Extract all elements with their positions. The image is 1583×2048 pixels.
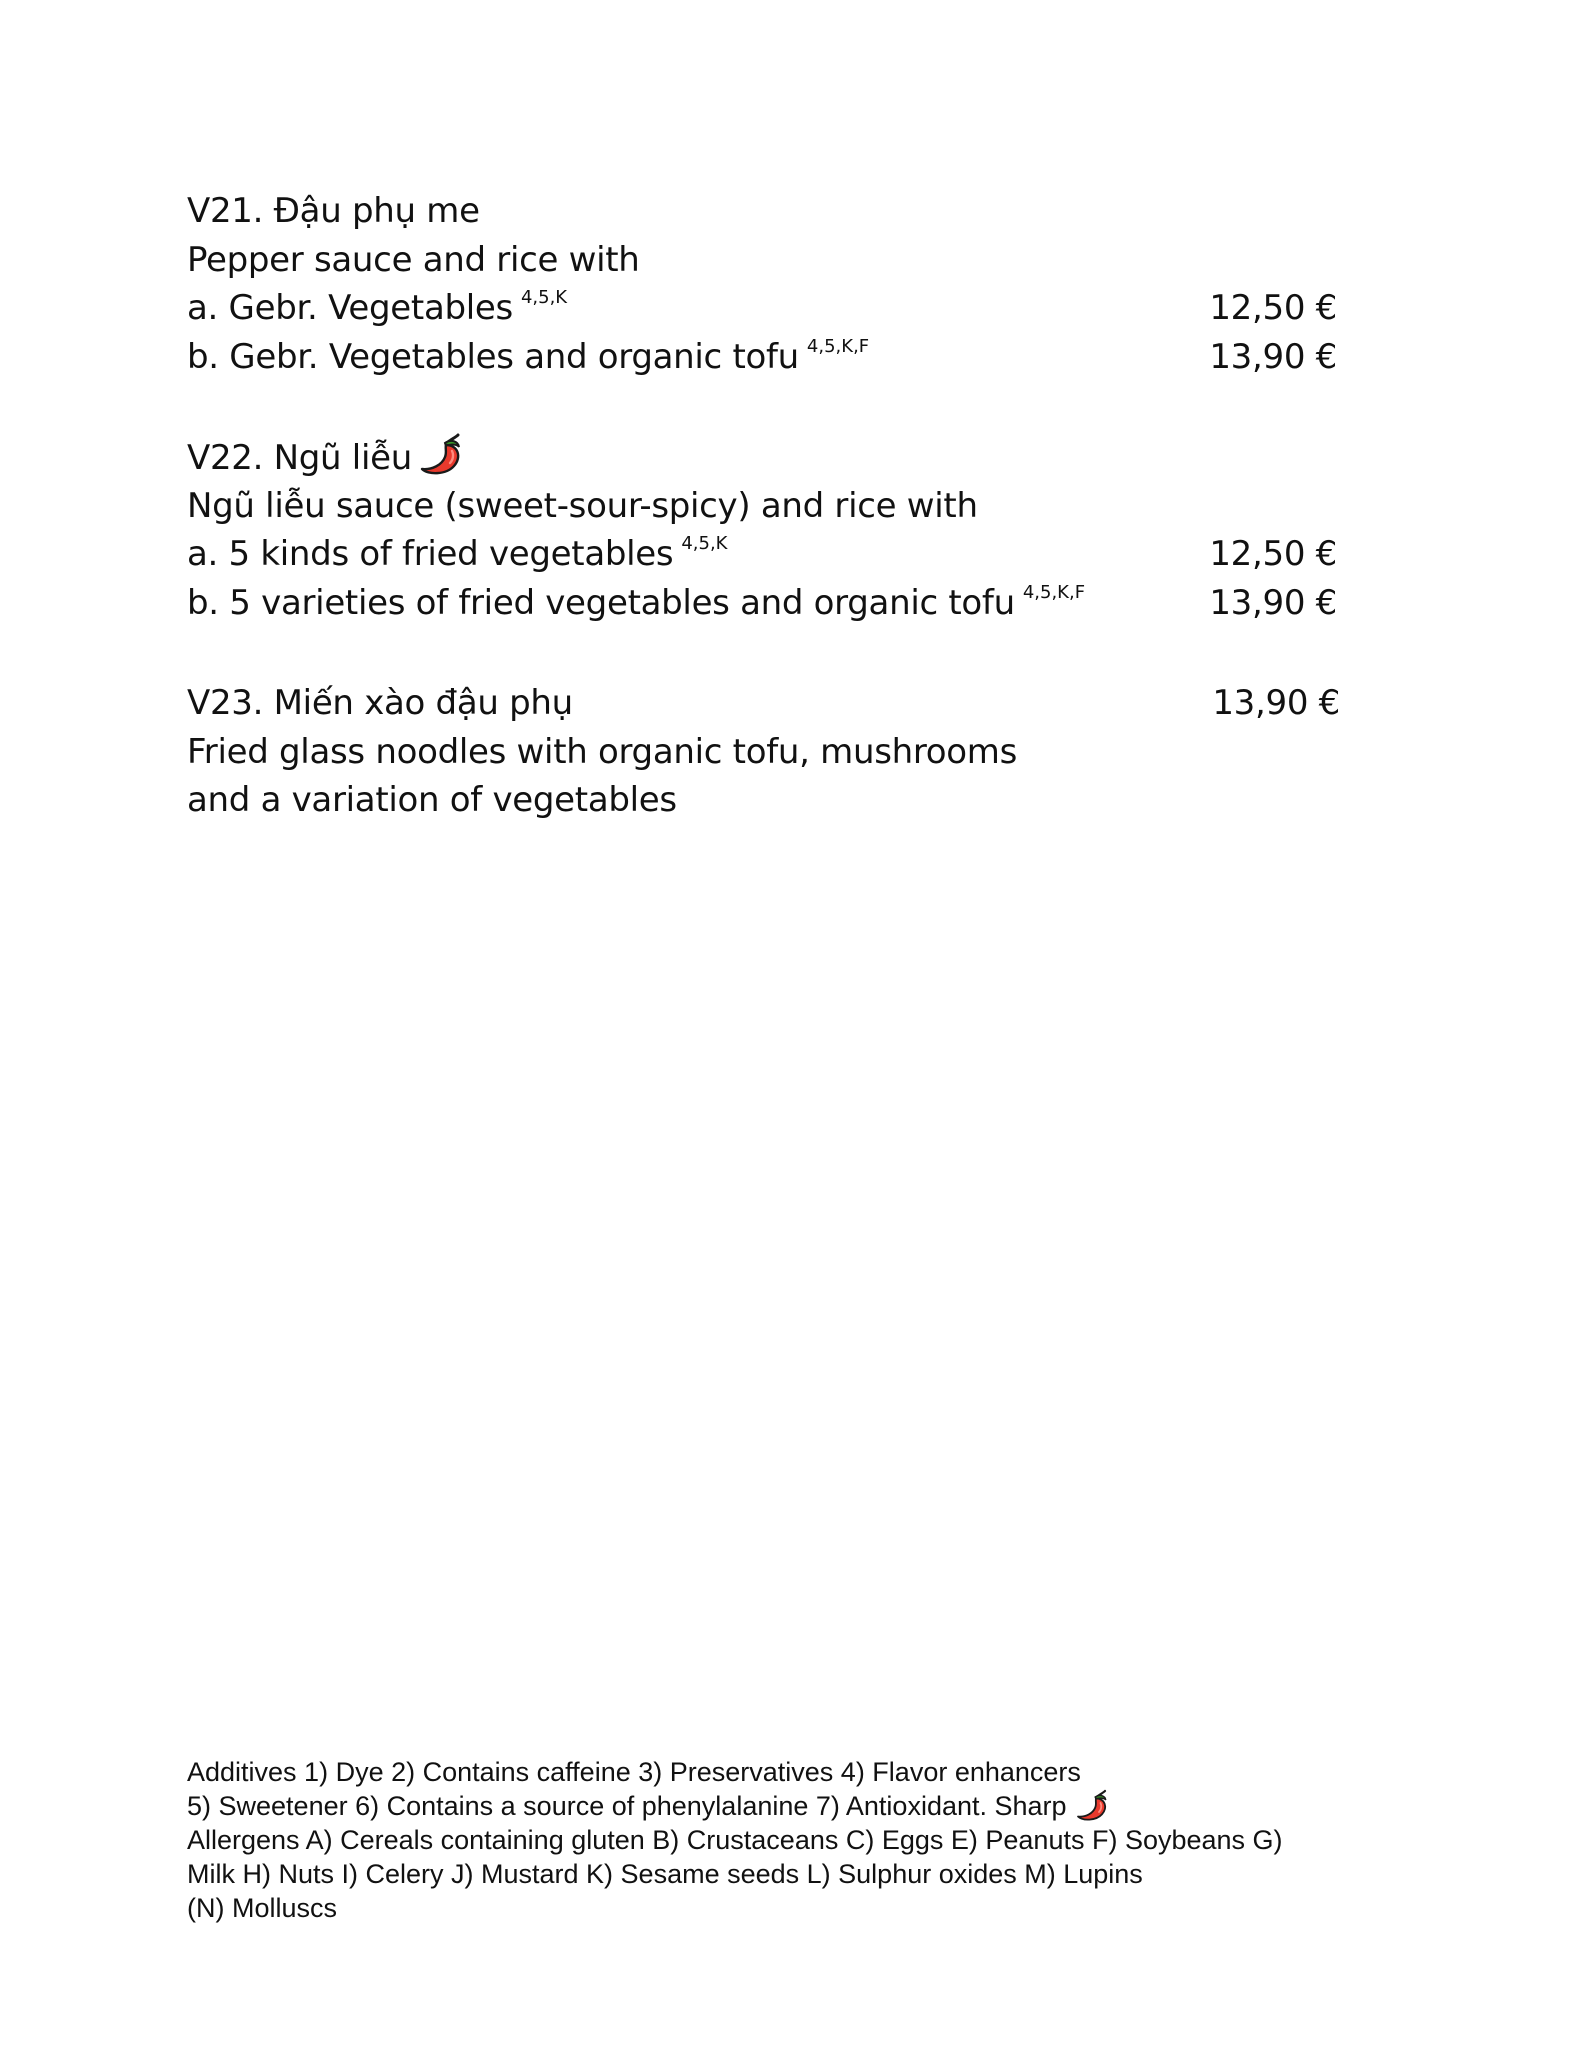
allergen-codes: 4,5,K bbox=[520, 287, 568, 308]
option-label: b. Gebr. Vegetables and organic tofu bbox=[187, 336, 799, 377]
dish-description: and a variation of vegetables bbox=[187, 780, 677, 820]
dish-v22 bbox=[187, 433, 1337, 627]
dish-title: V23. Miến xào đậu phụ 13,90 € bbox=[187, 679, 1337, 728]
chili-pepper-icon bbox=[1075, 1789, 1111, 1823]
chili-pepper-icon bbox=[418, 433, 466, 477]
option-label: b. 5 varieties of fried vegetables and organic tofu bbox=[187, 582, 1015, 623]
allergen-codes: 4,5,K,F bbox=[1022, 581, 1086, 603]
legend-line: 5) Sweetener 6) Contains a source of phenylalanine 7) Antioxidant. Sharp bbox=[187, 1789, 1387, 1823]
legend-line: Additives 1) Dye 2) Contains caffeine 3) Preservatives 4) Flavor enhancers bbox=[187, 1757, 1081, 1787]
option-price: 13,90 € bbox=[1209, 336, 1337, 377]
menu-page bbox=[187, 187, 1340, 825]
dish-v23 bbox=[187, 679, 1340, 825]
option-label: a. Gebr. Vegetables bbox=[187, 288, 513, 328]
dish-option bbox=[187, 284, 1337, 333]
dish-description: Fried glass noodles with organic tofu, mushrooms bbox=[187, 731, 1018, 772]
dish-title: V21. Đậu phụ me bbox=[187, 191, 480, 231]
dish-subtitle: Ngũ liễu sauce (sweet-sour-spicy) and rice with bbox=[187, 485, 978, 526]
additives-allergens-legend bbox=[187, 1755, 1387, 1925]
option-price: 12,50 € bbox=[1209, 288, 1337, 328]
legend-line: Milk H) Nuts I) Celery J) Mustard K) Sesame seeds L) Sulphur oxides M) Lupins bbox=[187, 1859, 1143, 1889]
allergen-codes: 4,5,K bbox=[681, 533, 728, 554]
dish-option bbox=[187, 333, 1337, 382]
dish-price: 13,90 € bbox=[1212, 683, 1340, 723]
dish-option bbox=[187, 530, 1337, 579]
dish-v21 bbox=[187, 187, 1337, 381]
option-label: a. 5 kinds of fried vegetables bbox=[187, 534, 674, 574]
dish-title: V22. Ngũ liễu bbox=[187, 433, 1337, 482]
dish-option bbox=[187, 579, 1337, 628]
option-price: 13,90 € bbox=[1209, 582, 1337, 623]
option-price: 12,50 € bbox=[1209, 534, 1337, 574]
legend-line: (N) Molluscs bbox=[187, 1893, 338, 1923]
allergen-codes: 4,5,K,F bbox=[806, 335, 870, 357]
dish-subtitle: Pepper sauce and rice with bbox=[187, 239, 640, 280]
legend-line: Allergens A) Cereals containing gluten B) Crustaceans C) Eggs E) Peanuts F) Soybeans G) bbox=[187, 1825, 1283, 1855]
